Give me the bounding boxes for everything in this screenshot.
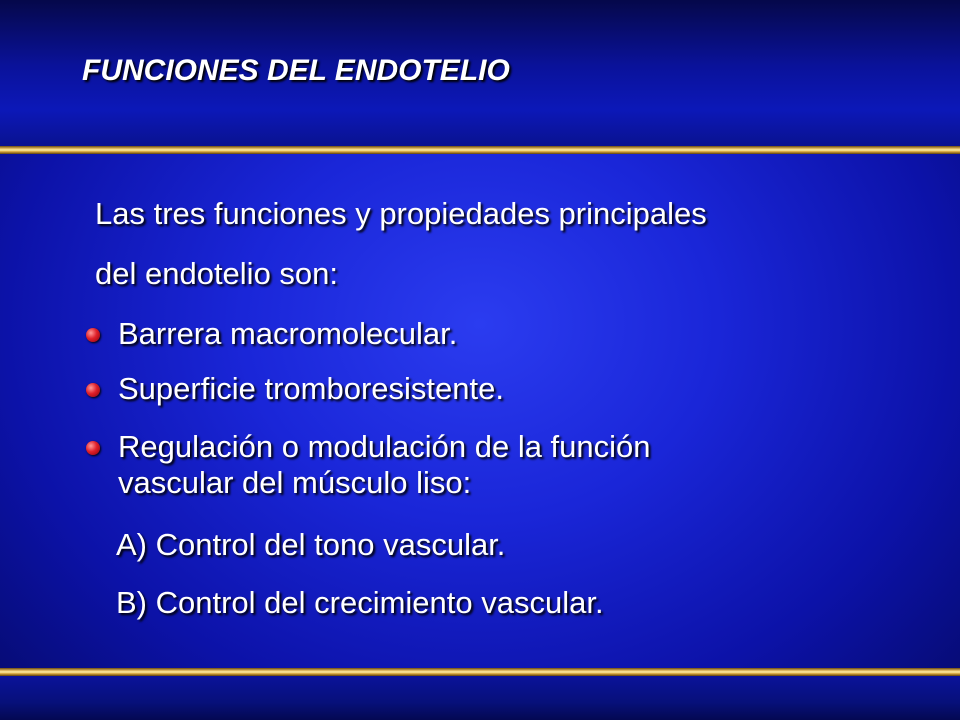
intro-line-1: Las tres funciones y propiedades principales xyxy=(95,196,707,231)
footer-band xyxy=(0,676,960,720)
intro-line-2: del endotelio son: xyxy=(95,256,339,291)
bottom-gold-divider xyxy=(0,668,960,676)
slide-title: FUNCIONES DEL ENDOTELIO xyxy=(82,54,510,87)
sub-item-a: A) Control del tono vascular. xyxy=(116,527,506,562)
sub-item-b: B) Control del crecimiento vascular. xyxy=(116,585,604,620)
bullet-item-barrera: Barrera macromolecular. xyxy=(118,316,458,351)
bullet-item-regulacion: Regulación o modulación de la función xyxy=(118,429,651,464)
bullet-item-regulacion-continuation: vascular del músculo liso: xyxy=(118,465,472,500)
bullet-icon xyxy=(86,441,100,455)
bullet-icon xyxy=(86,383,100,397)
top-gold-divider xyxy=(0,146,960,154)
bullet-icon xyxy=(86,328,100,342)
bullet-item-superficie: Superficie tromboresistente. xyxy=(118,371,504,406)
